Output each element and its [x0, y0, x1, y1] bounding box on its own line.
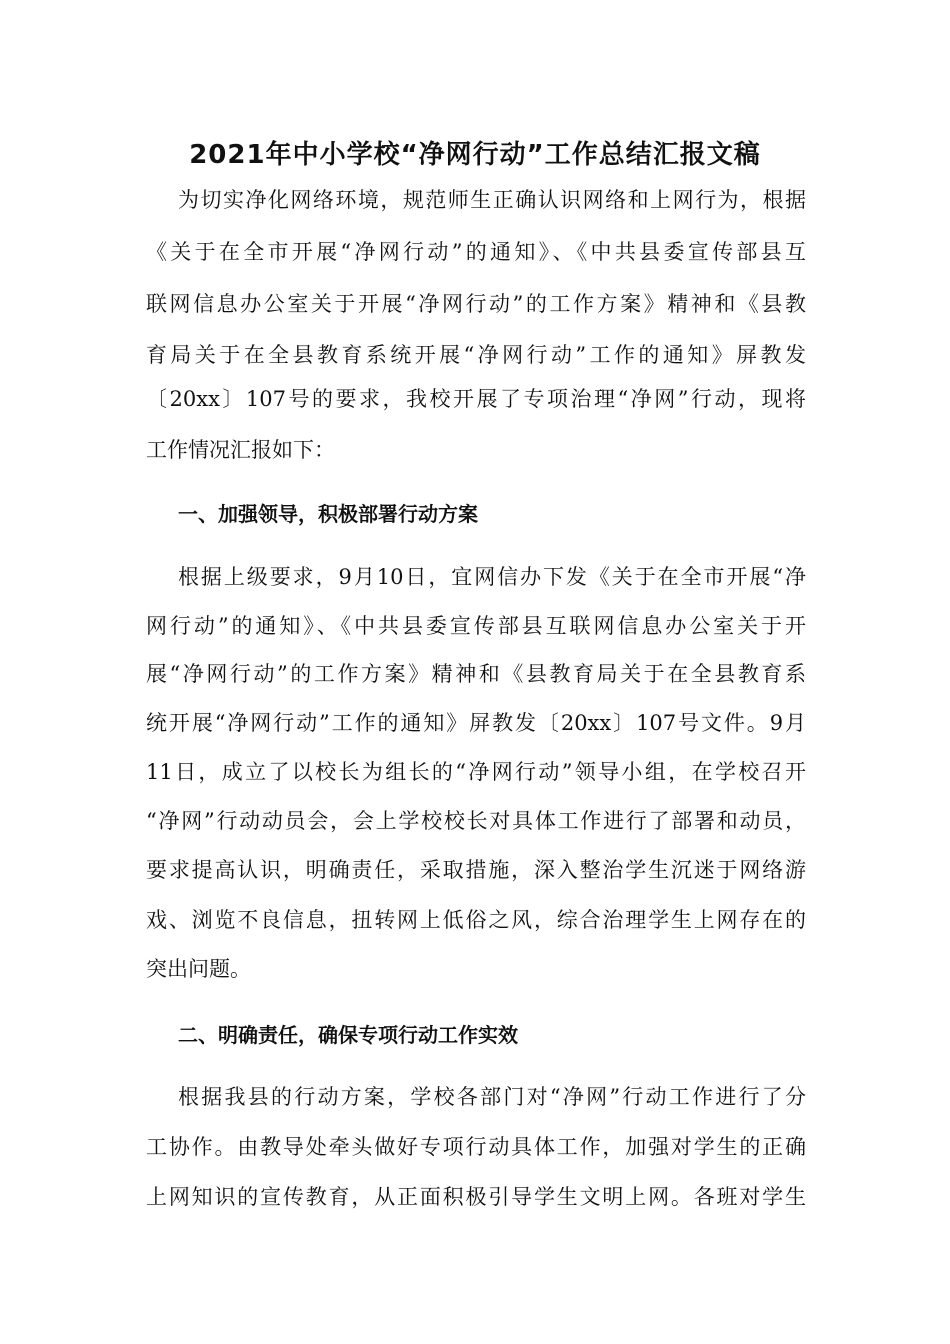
intro-line: 为切实净化网络环境，规范师生正确认识网络和上网行为，根据: [178, 188, 806, 212]
body-line: 统开展“净网行动”工作的通知》屏教发〔20xx〕107号文件。9月: [146, 711, 806, 735]
body-line: 展“净网行动”的工作方案》精神和《县教育局关于在全县教育系: [146, 662, 806, 686]
body-line: 根据上级要求，9月10日，宜网信办下发《关于在全市开展“净: [178, 565, 806, 589]
document-title: 2021年中小学校“净网行动”工作总结汇报文稿: [189, 140, 761, 170]
intro-line: 育局关于在全县教育系统开展“净网行动”工作的通知》屏教发: [146, 343, 806, 367]
body-line: 网行动”的通知》、《中共县委宣传部县互联网信息办公室关于开: [146, 614, 806, 638]
body-line: 根据我县的行动方案，学校各部门对“净网”行动工作进行了分: [178, 1085, 806, 1109]
body-line: “净网”行动动员会，会上学校校长对具体工作进行了部署和动员，: [146, 809, 806, 833]
intro-line: 工作情况汇报如下：: [146, 438, 335, 462]
body-line: 要求提高认识，明确责任，采取措施，深入整治学生沉迷于网络游: [146, 858, 806, 882]
section-heading: 一、加强领导，积极部署行动方案: [178, 502, 478, 526]
intro-line: 〔20xx〕107号的要求，我校开展了专项治理“净网”行动，现将: [146, 387, 806, 411]
body-line: 工协作。由教导处牵头做好专项行动具体工作，加强对学生的正确: [146, 1135, 806, 1159]
body-line: 11日，成立了以校长为组长的“净网行动”领导小组，在学校召开: [146, 760, 806, 784]
intro-line: 《关于在全市开展“净网行动”的通知》、《中共县委宣传部县互: [146, 240, 806, 264]
body-line: 突出问题。: [146, 957, 251, 981]
body-line: 戏、浏览不良信息，扭转网上低俗之风，综合治理学生上网存在的: [146, 908, 806, 932]
body-line: 上网知识的宣传教育，从正面积极引导学生文明上网。各班对学生: [146, 1185, 806, 1209]
section-heading: 二、明确责任，确保专项行动工作实效: [178, 1023, 518, 1047]
intro-line: 联网信息办公室关于开展“净网行动”的工作方案》精神和《县教: [146, 292, 806, 316]
